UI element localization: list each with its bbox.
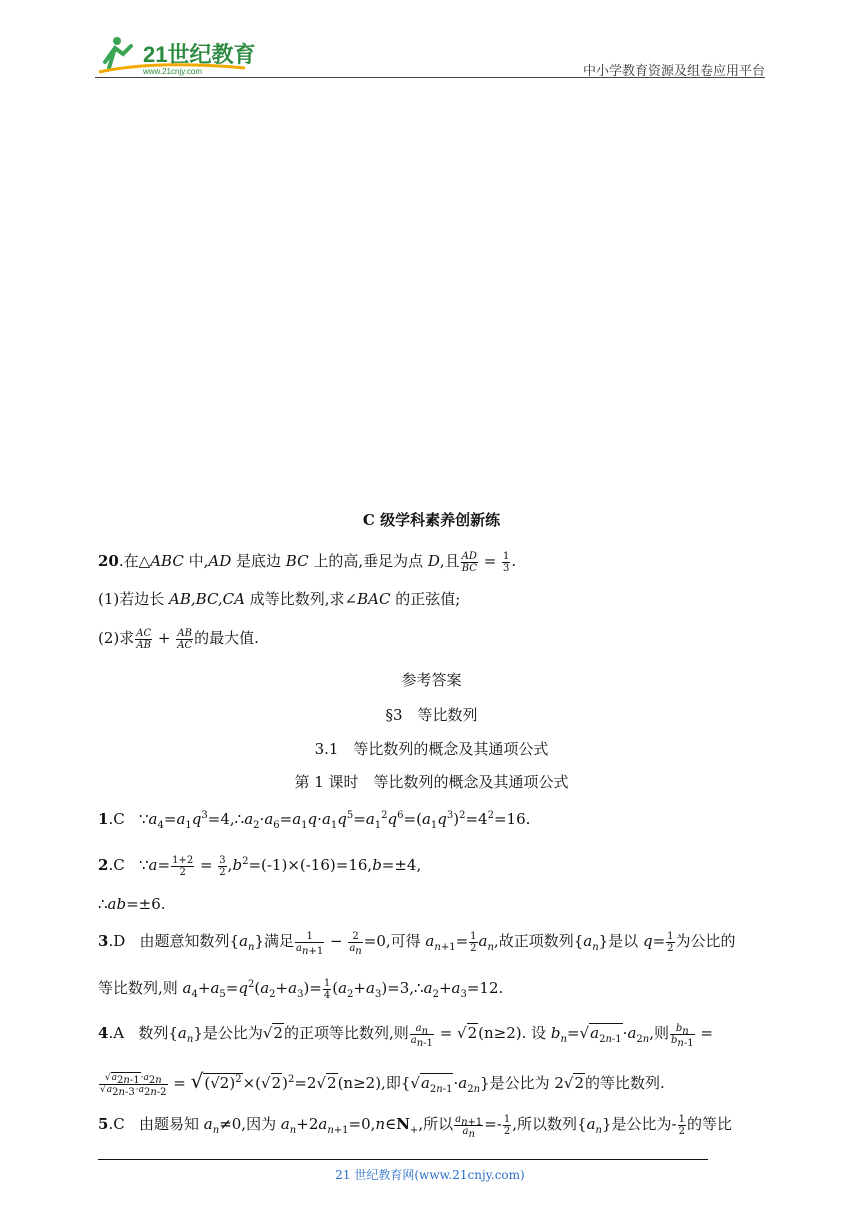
answer-4: 4.A 数列$\{a_n\}$是公比为√2的正项等比数列,则 $\frac{a_n}{a_{n-1}}$ = √2(n≥2). 设 $b_n=√a_{2n-1}\cdot a_{2n}$,则 $\frac{b_n}{b_{n-1}}$ =	[98, 1022, 713, 1049]
page-header	[95, 30, 765, 78]
chapter-title: §3 等比数列	[385, 706, 478, 724]
logo-url: www.21cnjy.com	[143, 67, 202, 76]
site-name: 中小学教育资源及组卷应用平台	[582, 64, 765, 79]
footer-link[interactable]: 21 世纪教育网(www.21cnjy.com)	[335, 1168, 525, 1182]
footer-divider	[98, 1159, 708, 1160]
answer-2: 2.C ∵a= $\frac{1+2}{2}$ = $\frac{3}{2}$ $,b^2=(-1)\times(-16)=16,b=\pm 4$,	[98, 854, 422, 878]
logo-text: 21世纪教育	[143, 42, 255, 67]
section-title: C 级学科素养创新练	[362, 511, 501, 529]
answer-3: 3.D 由题意知数列$\{a_n\}$满足 $\frac{1}{a_{n+1}}$ − $\frac{2}{a_n}$ =0,可得 $a_{n+1}=$ $\frac{1}{2}$ $a_n$,故正项数列$\{a_n\}$是以 q= $\frac{1}{2}$ 为公比的	[98, 930, 736, 957]
answer-2-cont: ∴ab=±6.	[98, 895, 166, 913]
answer-5: 5.C 由题易知 $a_n\ne 0$,因为 $a_n+2a_{n+1}=0,n\in N_+$,所以 $\frac{a_{n+1}}{a_n}$ =- $\frac{1}{2}$ ,所以数列$\{a_n\}$是公比为- $\frac{1}{2}$ 的等比	[98, 1113, 733, 1140]
header-divider	[95, 77, 765, 78]
answers-title: 参考答案	[401, 671, 462, 689]
answer-1: 1.C $\because a_4=a_1q^3=4,\therefore a_2\cdot a_6=a_1q\cdot a_1q^5=a_1^2q^6=(a_1q^3)^2=4^2=16$.	[98, 810, 531, 831]
question-20-part-1: (1)若边长 AB,BC,CA 成等比数列,求∠BAC 的正弦值;	[98, 590, 461, 608]
answer-3-cont: 等比数列,则 $a_4+a_5=q^2(a_2+a_3)=$ $\frac{1}{4}$ $(a_2+a_3)=3,\therefore a_2+a_3=12$.	[98, 977, 504, 1001]
section-heading: 3.1 等比数列的概念及其通项公式	[314, 740, 549, 758]
question-20-part-2: (2)求 $\frac{AC}{AB}$ + $\frac{AB}{AC}$ 的最大值.	[98, 627, 259, 651]
question-number: 20	[98, 552, 119, 570]
question-20: 20.在△ABC 中,AD 是底边 BC 上的高,垂足为点 D,且 $\frac{AD}{BC}$ = $\frac{1}{3}$ .	[98, 550, 517, 574]
lesson-heading: 第 1 课时 等比数列的概念及其通项公式	[294, 773, 569, 791]
answer-4-cont: $\frac{√a_{2n-1}\cdot a_{2n}}{√a_{2n-3}\cdot a_{2n-2}}$ = $√(√2)^2\times(√2)^2=2√2(n\ge 2)$,即$\{√a_{2n-1}\cdot a_{2n}\}$是公比为 2√2的等比数列.	[100, 1069, 665, 1098]
logo	[95, 32, 255, 76]
